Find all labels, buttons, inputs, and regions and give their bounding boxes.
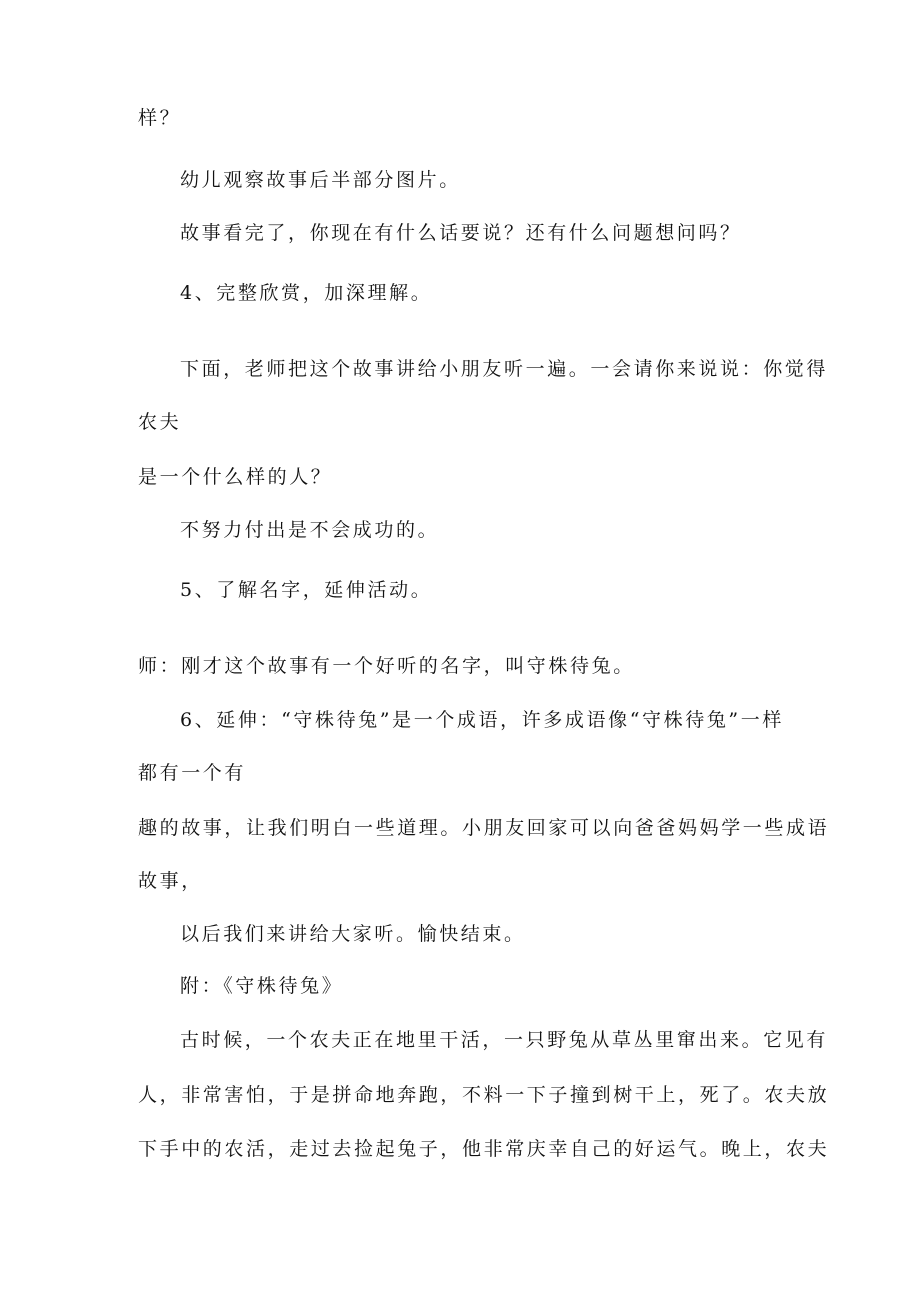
text-line: 6、延伸：“守株待兔”是一个成语，许多成语像“守株待兔”一样	[180, 709, 784, 731]
text-line: 幼儿观察故事后半部分图片。	[180, 169, 461, 191]
text-line: 下面，老师把这个故事讲给小朋友听一遍。一会请你来说说：你觉得	[180, 358, 829, 380]
text-line: 故事看完了，你现在有什么话要说？还有什么问题想问吗？	[180, 222, 742, 244]
text-line: 是一个什么样的人？	[138, 466, 333, 488]
text-line: 以后我们来讲给大家听。愉快结束。	[180, 923, 526, 945]
text-line: 趣的故事，让我们明白一些道理。小朋友回家可以向爸爸妈妈学一些成语	[138, 817, 830, 839]
text-line: 农夫	[138, 411, 182, 433]
text-line: 附：《守株待兔》	[180, 975, 344, 997]
text-line: 样？	[138, 107, 182, 129]
text-line: 5、了解名字，延伸活动。	[180, 579, 433, 601]
text-line: 不努力付出是不会成功的。	[180, 519, 440, 541]
text-line: 下手中的农活，走过去捡起兔子，他非常庆幸自己的好运气。晚上，农夫	[138, 1138, 830, 1160]
text-line: 古时候，一个农夫正在地里干活，一只野兔从草丛里窜出来。它见有	[180, 1029, 829, 1051]
text-line: 故事，	[138, 870, 203, 892]
text-line: 师：刚才这个故事有一个好听的名字，叫守株待兔。	[138, 655, 635, 677]
text-line: 都有一个有	[138, 762, 247, 784]
text-line: 人，非常害怕，于是拼命地奔跑，不料一下子撞到树干上，死了。农夫放	[138, 1084, 830, 1106]
text-line: 4、完整欣赏，加深理解。	[180, 282, 433, 304]
